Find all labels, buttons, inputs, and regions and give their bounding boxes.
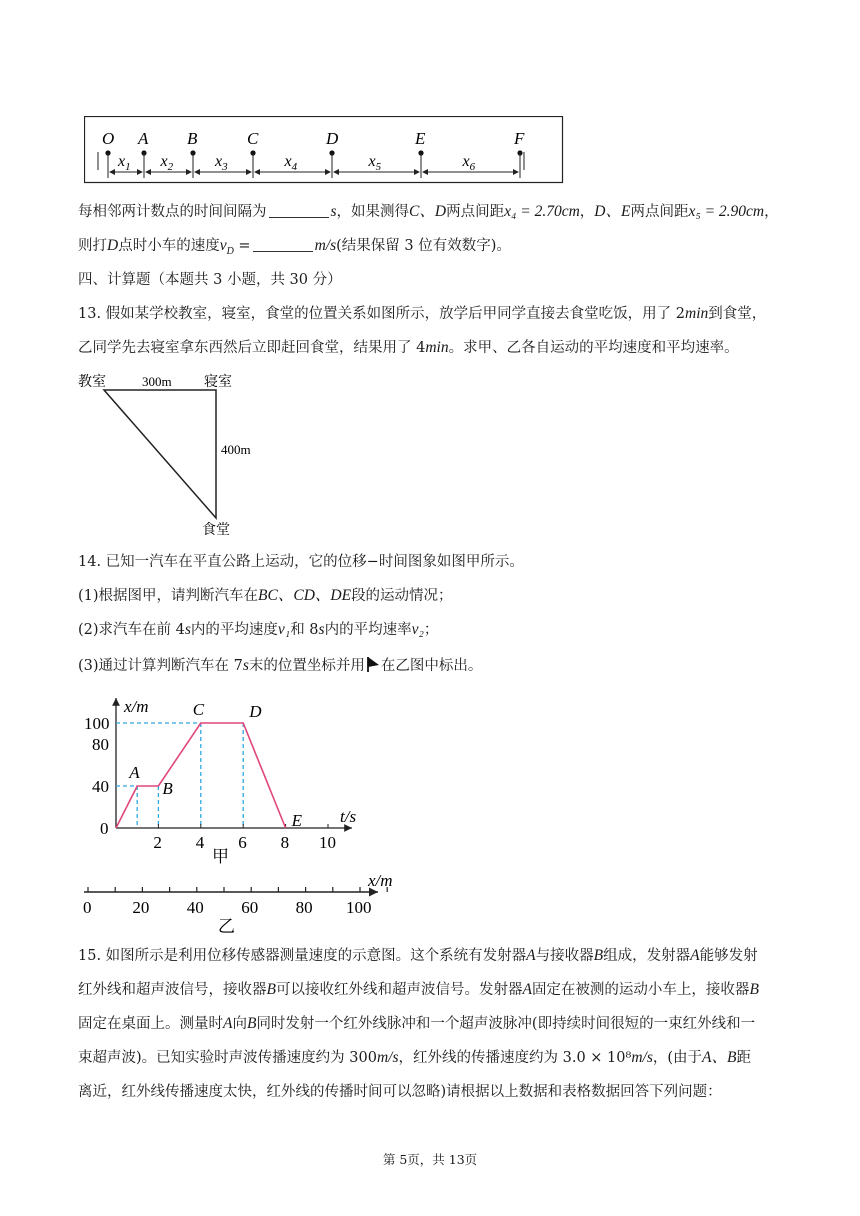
point-label-C: C: [192, 700, 205, 719]
tape-point-label: E: [415, 129, 426, 148]
number-line-label: x/m: [368, 871, 393, 890]
q15-line1: 15. 如图所示是利用位移传感器测量速度的示意图。这个系统有发射器A与接收器B组成，发射器A能够发射: [78, 947, 758, 964]
tape-point-label: F: [514, 129, 525, 148]
xt-graph: [82, 692, 382, 870]
q13-line1: 13. 假如某学校教室，寝室，食堂的位置关系如图所示，放学后甲同学直接去食堂吃饭，用了 2min到食堂，: [78, 305, 767, 322]
tape-arrowhead: [194, 169, 200, 175]
tape-segment-label: $x_2$: [160, 153, 174, 173]
answer-blank-interval[interactable]: [269, 203, 329, 218]
number-line-tick-label: 80: [295, 898, 313, 917]
tape-segment-label: $x_4$: [284, 153, 298, 173]
section-title: 四、计算题（本题共 3 小题，共 30 分）: [78, 272, 342, 288]
q15-line4: 束超声波)。已知实验时声波传播速度约为 300m/s，红外线的传播速度约为 3.0 × 10⁸m/s，(由于A、B距: [78, 1049, 751, 1066]
numline-label-yi: 乙: [218, 917, 235, 936]
campus-triangle-figure: [78, 368, 278, 538]
tape-arrowhead: [246, 169, 252, 175]
tape-segment-label: $x_1$: [118, 153, 131, 173]
q14-part2: (2)求汽车在前 4s内的平均速度v₁和 8s内的平均速率v₂；: [78, 621, 439, 638]
tape-segment-label: $x_5$: [368, 153, 382, 173]
q14-intro: 14. 已知一汽车在平直公路上运动，它的位移−时间图象如图甲所示。: [78, 554, 524, 570]
tape-segment-label: $x_6$: [462, 153, 476, 173]
q14-part1: (1)根据图甲，请判断汽车在BC、CD、DE段的运动情况；: [78, 587, 453, 604]
y-tick-label: 80: [92, 735, 109, 754]
number-line-tick-label: 60: [241, 898, 259, 917]
number-line-tick-label: 40: [186, 898, 204, 917]
page-footer: 第 5页，共 13页: [382, 1152, 478, 1167]
y-tick-label: 100: [84, 714, 110, 733]
x-tick-label: 6: [238, 833, 247, 852]
tape-arrowhead: [414, 169, 420, 175]
tape-point-label: B: [187, 129, 198, 148]
flag-icon: [366, 656, 380, 672]
tape-arrowhead: [333, 169, 339, 175]
chart-label-jia: 甲: [212, 847, 229, 866]
x-tick-label: 4: [195, 833, 205, 852]
point-label-D: D: [249, 702, 262, 721]
q12-line1: 每相邻两计数点的时间间隔为 s，如果测得C、D两点间距x₄ = 2.70cm，D、E两点间距x₅ = 2.90cm，: [78, 203, 779, 220]
number-line-tick-label: 0: [83, 898, 92, 917]
tape-arrowhead: [325, 169, 331, 175]
tape-arrowhead: [186, 169, 192, 175]
tape-arrowhead: [513, 169, 519, 175]
tape-arrowhead: [137, 169, 143, 175]
tape-arrowhead: [109, 169, 115, 175]
label-400m: 400m: [221, 442, 251, 457]
q13-line2: 乙同学先去寝室拿东西然后立即赶回食堂，结果用了 4min。求甲、乙各自运动的平均速度和平均速率。: [78, 339, 739, 356]
q14-part3: (3)通过计算判断汽车在 7s末的位置坐标并用 在乙图中标出。: [78, 657, 483, 674]
tape-point-label: A: [138, 129, 149, 148]
number-line-tick-label: 100: [346, 898, 372, 917]
tape-point-label: C: [247, 129, 259, 148]
q15-line3: 固定在桌面上。测量时A向B同时发射一个红外线脉冲和一个超声波脉冲(即持续时间很短的一束红外线和一: [78, 1015, 756, 1032]
point-label-A: A: [129, 763, 140, 782]
label-canteen: 食堂: [202, 523, 230, 538]
label-classroom: 教室: [78, 375, 106, 390]
y-axis-label: x/m: [124, 697, 149, 716]
tape-arrowhead: [254, 169, 260, 175]
label-300m: 300m: [142, 374, 172, 389]
origin-label: 0: [100, 819, 109, 838]
ticker-tape-figure: [84, 116, 566, 186]
number-line-tick-label: 20: [132, 898, 150, 917]
tape-point-label: O: [102, 129, 115, 148]
point-label-B: B: [162, 779, 173, 798]
point-label-E: E: [291, 811, 302, 830]
q12-line2: 则打D点时小车的速度$v_D = m/s$(结果保留 3 位有效数字)。: [78, 237, 511, 257]
x-tick-label: 8: [280, 833, 290, 852]
tape-arrowhead: [422, 169, 428, 175]
q15-line2: 红外线和超声波信号，接收器B可以接收红外线和超声波信号。发射器A固定在被测的运动小车上，接收器B: [78, 981, 759, 998]
answer-blank-velocity[interactable]: [253, 237, 313, 252]
label-dormitory: 寝室: [204, 375, 232, 390]
x-tick-label: 10: [319, 833, 336, 852]
tape-arrowhead: [145, 169, 151, 175]
x-tick-label: 2: [153, 833, 162, 852]
x-axis-label: t/s: [340, 807, 357, 826]
y-tick-label: 40: [92, 777, 109, 796]
tape-point-label: D: [326, 129, 339, 148]
number-line: [78, 870, 418, 946]
tape-segment-label: $x_3$: [215, 153, 228, 173]
q15-line5: 离近，红外线传播速度太快，红外线的传播时间可以忽略)请根据以上数据和表格数据回答下列问题：: [78, 1084, 722, 1100]
triangle-path: [104, 390, 216, 518]
